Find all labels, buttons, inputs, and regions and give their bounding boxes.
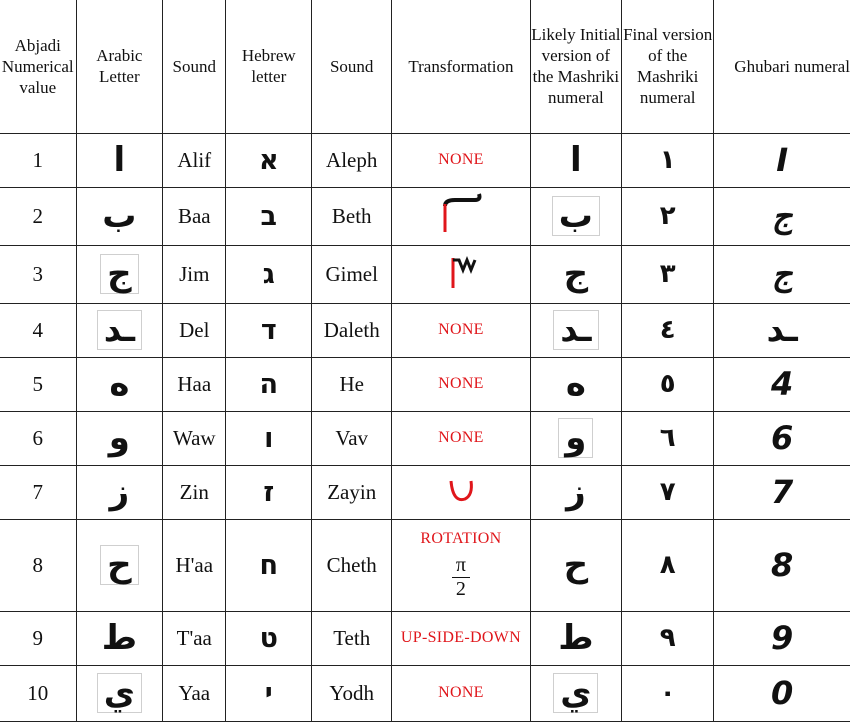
arabic-sound: Alif [163,133,226,187]
abjadi-value: 9 [0,611,76,665]
transformation-shape-jim [441,252,481,292]
table-row [0,519,850,611]
initial-numeral-glyph: ب [552,196,600,236]
arabic-letter-glyph: ـد [97,310,142,350]
arabic-letter [76,187,163,245]
arabic-sound: Yaa [163,665,226,721]
hebrew-sound: Teth [312,611,392,665]
header-arabic-letter: Arabic Letter [76,0,163,133]
abjadi-value: 4 [0,303,76,357]
hebrew-sound: Aleph [312,133,392,187]
hebrew-letter: א [226,133,312,187]
table-row [0,611,850,665]
hebrew-sound: Beth [312,187,392,245]
table-row [0,357,850,411]
hebrew-letter: ב [226,187,312,245]
final-numeral: ٢ [622,187,714,245]
abjadi-value: 3 [0,245,76,303]
header-row [0,0,850,133]
hebrew-sound: Daleth [312,303,392,357]
hebrew-letter: י [226,665,312,721]
ghubari-numeral: ـد [714,303,850,357]
arabic-letter: ط [76,611,163,665]
arabic-sound: Baa [163,187,226,245]
initial-numeral: ط [530,611,621,665]
abjadi-value: 5 [0,357,76,411]
ghubari-numeral: ج [714,187,850,245]
final-numeral: ٦ [622,411,714,465]
final-numeral: ٠ [622,665,714,721]
hebrew-letter: ה [226,357,312,411]
arabic-sound: Haa [163,357,226,411]
abjadi-value: 1 [0,133,76,187]
initial-numeral: ح [530,519,621,611]
fraction-numerator: π [452,554,470,578]
hebrew-letter: ז [226,465,312,519]
hebrew-letter: ו [226,411,312,465]
arabic-letter [76,665,163,721]
header-sound: Sound [163,0,226,133]
transformation-label: NONE [392,133,530,187]
transformation-label: NONE [392,357,530,411]
arabic-letter: ه [76,357,163,411]
transformation-label: ROTATION [420,529,502,547]
ghubari-numeral: ج [714,245,850,303]
table-row [0,303,850,357]
transformation-glyph [392,245,530,303]
arabic-letter [76,245,163,303]
header-abjadi: Abjadi Numerical value [0,0,76,133]
hebrew-sound: Yodh [312,665,392,721]
hebrew-sound: Vav [312,411,392,465]
header-ghubari: Ghubari numeral [714,0,850,133]
table-row [0,245,850,303]
ghubari-numeral: 8 [714,519,850,611]
header-initial-version: Likely Initial version of the Mashriki numeral [530,0,621,133]
table-row [0,187,850,245]
transformation-glyph [392,187,530,245]
initial-numeral [530,187,621,245]
arabic-letter-glyph: ب [102,196,137,236]
arabic-letter [76,519,163,611]
arabic-letter: ا [76,133,163,187]
transformation-label: NONE [392,303,530,357]
final-numeral: ٣ [622,245,714,303]
table-row [0,411,850,465]
abjadi-value: 7 [0,465,76,519]
arabic-sound: Zin [163,465,226,519]
ghubari-numeral: 9 [714,611,850,665]
hebrew-letter: ח [226,519,312,611]
arabic-letter-glyph: ح [100,545,139,585]
hebrew-sound: Zayin [312,465,392,519]
transformation-label: NONE [392,411,530,465]
ghubari-numeral: 4 [714,357,850,411]
arabic-letter: و [76,411,163,465]
hebrew-sound: He [312,357,392,411]
initial-numeral [530,411,621,465]
header-hebrew-letter: Hebrew letter [226,0,312,133]
transformation-label: NONE [392,665,530,721]
initial-numeral-glyph: ـد [553,310,598,350]
header-final-version: Final version of the Mashriki numeral [622,0,714,133]
transformation-label: UP-SIDE-DOWN [392,611,530,665]
abjadi-value: 8 [0,519,76,611]
arabic-letter-glyph: ي [97,673,142,713]
initial-numeral-glyph: و [558,418,593,458]
initial-numeral: ز [530,465,621,519]
initial-numeral: ه [530,357,621,411]
arabic-sound: Del [163,303,226,357]
initial-numeral: ا [530,133,621,187]
arabic-sound: T'aa [163,611,226,665]
rotation-fraction [452,554,470,601]
fraction-denominator: 2 [455,577,466,600]
hebrew-letter: ג [226,245,312,303]
hebrew-sound: Cheth [312,519,392,611]
arabic-letter-glyph: ج [100,254,139,294]
final-numeral: ٩ [622,611,714,665]
arabic-sound: H'aa [163,519,226,611]
final-numeral: ٤ [622,303,714,357]
ghubari-numeral: 6 [714,411,850,465]
arabic-letter [76,303,163,357]
final-numeral: ٥ [622,357,714,411]
transformation-glyph [392,465,530,519]
table-row [0,465,850,519]
header-hebrew-sound: Sound [312,0,392,133]
final-numeral: ٧ [622,465,714,519]
final-numeral: ١ [622,133,714,187]
transformation-shape-baa [431,192,491,236]
arabic-sound: Jim [163,245,226,303]
abjadi-value: 10 [0,665,76,721]
initial-numeral [530,303,621,357]
final-numeral: ٨ [622,519,714,611]
transformation-cell [392,519,530,611]
abjadi-value: 2 [0,187,76,245]
arabic-sound: Waw [163,411,226,465]
hebrew-letter: ט [226,611,312,665]
ghubari-numeral: I [714,133,850,187]
hebrew-sound: Gimel [312,245,392,303]
ghubari-numeral: 0 [714,665,850,721]
initial-numeral: ج [530,245,621,303]
transformation-shape-zin [441,475,481,505]
arabic-letter: ز [76,465,163,519]
table-row [0,665,850,721]
abjadi-value: 6 [0,411,76,465]
initial-numeral-glyph: ي [553,673,598,713]
table-row [0,133,850,187]
hebrew-letter: ד [226,303,312,357]
ghubari-numeral: 7 [714,465,850,519]
header-transformation: Transformation [392,0,530,133]
initial-numeral [530,665,621,721]
